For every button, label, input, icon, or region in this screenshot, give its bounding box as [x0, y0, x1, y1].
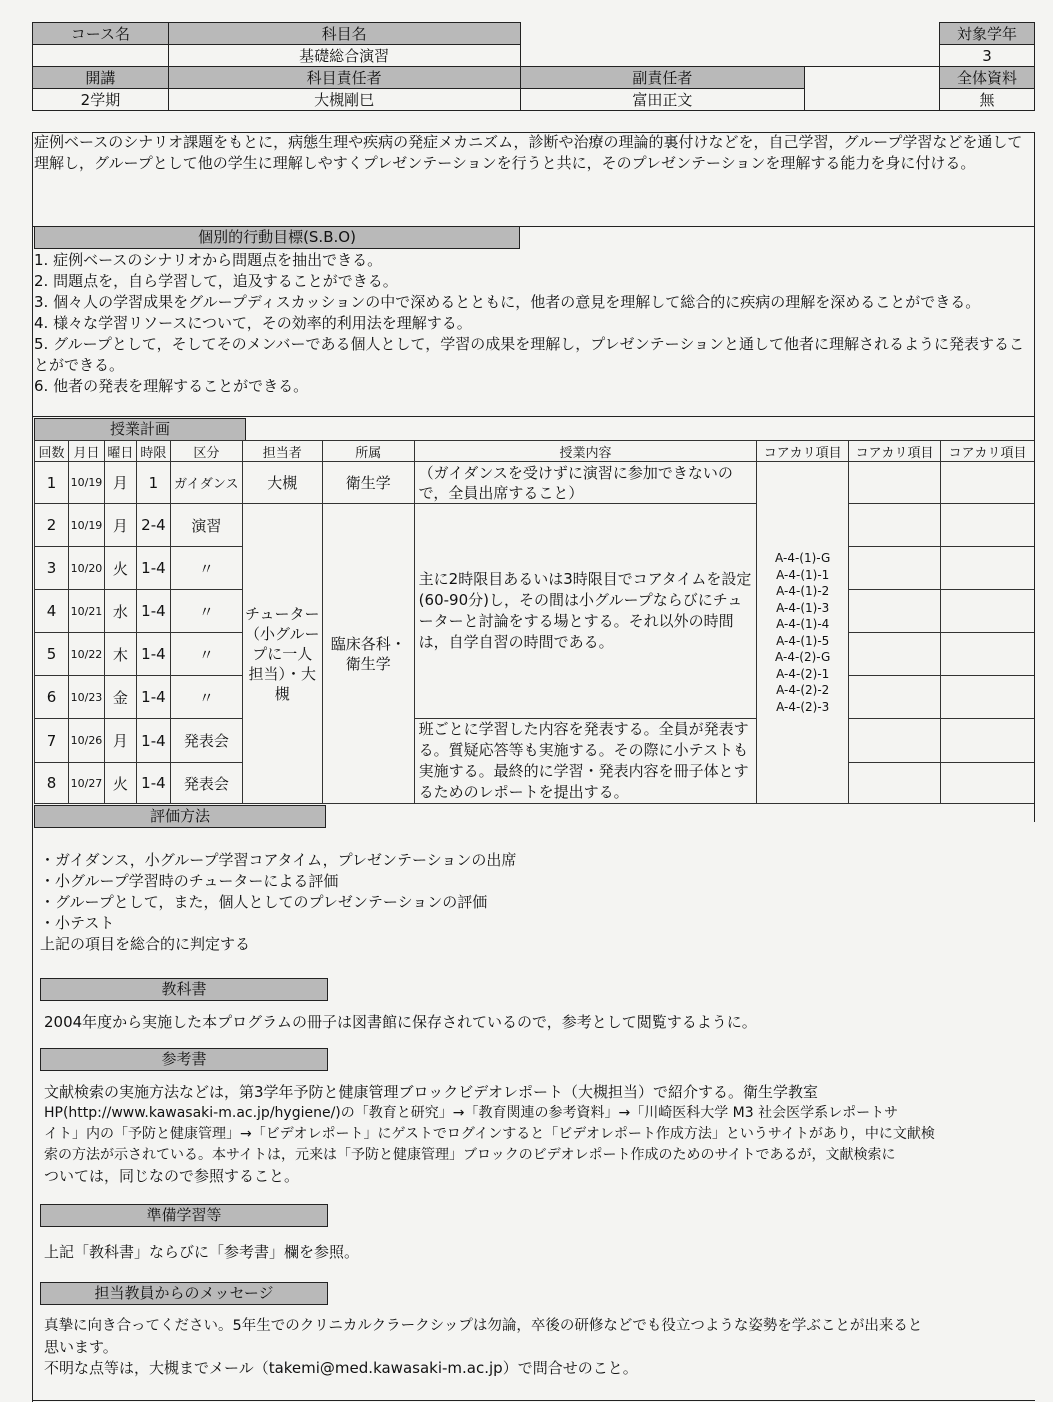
row-date: 10/22 — [68, 633, 104, 676]
core-item: A-4-(2)-G — [775, 650, 831, 664]
row-no: 3 — [35, 547, 69, 590]
table-row — [35, 462, 1035, 504]
sbo-item: 3. 個々人の学習成果をグループディスカッションの中で深めるとともに，他者の意見を理解して総合的に疾病の理解を深めることができる。 — [34, 293, 981, 311]
plan-title: 授業計画 — [34, 418, 246, 441]
row-period: 2-4 — [136, 504, 170, 547]
row-day: 火 — [104, 547, 136, 590]
sbo-item: 4. 様々な学習リソースについて，その効率的利用法を理解する。 — [34, 314, 472, 332]
chief-label: 科目責任者 — [168, 67, 520, 89]
row-no: 4 — [35, 590, 69, 633]
row-content: （ガイダンスを受けずに演習に参加できないので，全員出席すること） — [414, 462, 757, 504]
textbook-text: 2004年度から実施した本プログラムの冊子は図書館に保存されているので，参考として閲覧するように。 — [44, 1013, 757, 1031]
row-kind: 発表会 — [170, 763, 242, 804]
row-period: 1-4 — [136, 547, 170, 590]
row-day: 木 — [104, 633, 136, 676]
row-day: 金 — [104, 676, 136, 719]
tutor-dept: 臨床各科・衛生学 — [322, 504, 414, 804]
chief-value: 大槻剛巳 — [168, 89, 520, 111]
core-item: A-4-(1)-1 — [776, 567, 830, 582]
message-text — [44, 1316, 1039, 1379]
course-name-label: コース名 — [33, 23, 169, 45]
row-kind: 〃 — [170, 633, 242, 676]
row-day: 月 — [104, 719, 136, 763]
row-no: 1 — [35, 462, 69, 504]
plan-table — [34, 440, 1035, 804]
row-date: 10/23 — [68, 676, 104, 719]
row-date: 10/21 — [68, 590, 104, 633]
col-header: 所属 — [322, 441, 414, 462]
core-item: A-4-(2)-1 — [776, 666, 830, 681]
preparation-text: 上記「教科書」ならびに「参考書」欄を参照。 — [44, 1243, 360, 1261]
exercise-content: 主に2時限目あるいは3時限目でコアタイムを設定(60-90分)し，その間は小グループならびにチューターと討論をする場とする。それ以外の時間は，自学自習の時間である。 — [414, 504, 757, 719]
col-header: 曜日 — [104, 441, 136, 462]
whole-material-label: 全体資料 — [940, 67, 1035, 89]
col-header: 時限 — [136, 441, 170, 462]
message-line: 不明な点等は，大槻までメール（takemi@med.kawasaki-m.ac.jp）で問合せのこと。 — [44, 1359, 638, 1377]
row-period: 1-4 — [136, 676, 170, 719]
row-teacher: 大槻 — [242, 462, 322, 504]
row-kind: 〃 — [170, 547, 242, 590]
row-day: 月 — [104, 504, 136, 547]
reference-line: HP(http://www.kawasaki-m.ac.jp/hygiene/)の「教育と研究」→「教育関連の参考資料」→「川崎医科大学 M3 社会医学系レポートサ — [44, 1105, 899, 1121]
subject-label: 科目名 — [168, 23, 520, 45]
course-name-value — [33, 45, 169, 67]
preparation-title: 準備学習等 — [40, 1204, 328, 1227]
row-no: 8 — [35, 763, 69, 804]
evaluation-title: 評価方法 — [34, 805, 326, 828]
col-header: 担当者 — [242, 441, 322, 462]
table-row — [35, 504, 1035, 547]
row-no: 5 — [35, 633, 69, 676]
col-header: 区分 — [170, 441, 242, 462]
target-year-value: 3 — [940, 45, 1035, 67]
core-items-cell — [757, 462, 849, 804]
col-header: コアカリ項目 — [757, 441, 849, 462]
vice-label: 副責任者 — [520, 67, 805, 89]
reference-line: 文献検索の実施方法などは，第3学年予防と健康管理ブロックビデオレポート（大槻担当）で紹介する。衛生学教室 — [44, 1083, 818, 1101]
row-date: 10/19 — [68, 462, 104, 504]
core-item: A-4-(1)-G — [775, 551, 831, 565]
reference-line: 索の方法が示されている。本サイトは，元来は「予防と健康管理」ブロックのビデオレポート作成のためのサイトであるが，文献検索に — [44, 1147, 896, 1163]
core-item: A-4-(1)-5 — [776, 633, 830, 648]
textbook-title: 教科書 — [40, 978, 328, 1001]
whole-material-value: 無 — [940, 89, 1035, 111]
reference-line: ついては，同じなので参照すること。 — [44, 1167, 300, 1185]
sbo-item: 5. グループとして，そしてそのメンバーである個人として，学習の成果を理解し，プレゼンテーションと通して他者に理解されるように発表することができる。 — [34, 335, 1025, 374]
row-day: 火 — [104, 763, 136, 804]
target-year-label: 対象学年 — [940, 23, 1035, 45]
course-overview: 症例ベースのシナリオ課題をもとに，病態生理や疾病の発症メカニズム，診断や治療の理論的裏付けなどを，自己学習，グループ学習などを通して理解し，グループとして他の学生に理解しやすくプレゼンテーションを行うと共に，そのプレゼンテーションを理解する能力を身に付ける。 — [34, 133, 1023, 172]
row-period: 1-4 — [136, 633, 170, 676]
col-header: 回数 — [35, 441, 69, 462]
term-label: 開講 — [33, 67, 169, 89]
reference-title: 参考書 — [40, 1048, 328, 1071]
row-day: 月 — [104, 462, 136, 504]
row-period: 1-4 — [136, 590, 170, 633]
row-kind: 〃 — [170, 676, 242, 719]
presentation-content: 班ごとに学習した内容を発表する。全員が発表する。質疑応答等も実施する。その際に小テストも実施する。最終的に学習・発表内容を冊子体とするためのレポートを提出する。 — [414, 719, 757, 804]
vice-value: 富田正文 — [520, 89, 805, 111]
row-day: 水 — [104, 590, 136, 633]
term-value: 2学期 — [33, 89, 169, 111]
core-item: A-4-(2)-2 — [776, 683, 830, 697]
row-date: 10/19 — [68, 504, 104, 547]
message-line: 真摯に向き合ってください。5年生でのクリニカルクラークシップは勿論，卒後の研修などでも役立つような姿勢を学ぶことが出来ると — [44, 1318, 923, 1334]
list-item: ・ガイダンス，小グループ学習コアタイム，プレゼンテーションの出席 — [40, 851, 517, 869]
row-period: 1-4 — [136, 719, 170, 763]
plan-header-row — [35, 441, 1035, 462]
row-kind: 演習 — [170, 504, 242, 547]
list-item: ・小グループ学習時のチューターによる評価 — [40, 872, 339, 890]
row-date: 10/20 — [68, 547, 104, 590]
row-kind: ガイダンス — [170, 462, 242, 504]
header-table — [32, 22, 1035, 111]
message-line: 思います。 — [44, 1338, 118, 1356]
list-item: 上記の項目を総合的に判定する — [40, 935, 251, 953]
list-item: ・小テスト — [40, 914, 115, 932]
row-no: 2 — [35, 504, 69, 547]
row-period: 1 — [136, 462, 170, 504]
evaluation-list — [40, 850, 1030, 955]
row-no: 7 — [35, 719, 69, 763]
col-header: 月日 — [68, 441, 104, 462]
row-period: 1-4 — [136, 763, 170, 804]
row-kind: 〃 — [170, 590, 242, 633]
sbo-item: 1. 症例ベースのシナリオから問題点を抽出できる。 — [34, 251, 383, 269]
list-item: ・グループとして，また，個人としてのプレゼンテーションの評価 — [40, 893, 488, 911]
reference-text — [44, 1082, 1039, 1187]
sbo-title: 個別的行動目標(S.B.O) — [34, 226, 520, 249]
sbo-item: 6. 他者の発表を理解することができる。 — [34, 377, 309, 395]
row-dept: 衛生学 — [322, 462, 414, 504]
row-date: 10/27 — [68, 763, 104, 804]
table-row — [35, 719, 1035, 763]
col-header: 授業内容 — [414, 441, 757, 462]
reference-line: イト」内の「予防と健康管理」→「ビデオレポート」にゲストでログインすると「ビデオレポート作成方法」というサイトがあり，中に文献検 — [44, 1126, 935, 1142]
core-item: A-4-(2)-3 — [776, 699, 830, 714]
row-no: 6 — [35, 676, 69, 719]
core-item: A-4-(1)-3 — [776, 600, 830, 615]
col-header: コアカリ項目 — [941, 441, 1035, 462]
subject-value: 基礎総合演習 — [168, 45, 520, 67]
core-item: A-4-(1)-4 — [776, 617, 830, 631]
tutor-teacher: チューター（小グループに一人担当）・大槻 — [242, 504, 322, 804]
message-title: 担当教員からのメッセージ — [40, 1282, 328, 1305]
core-item-list — [757, 550, 848, 715]
sbo-list — [34, 250, 1034, 397]
col-header: コアカリ項目 — [849, 441, 941, 462]
row-kind: 発表会 — [170, 719, 242, 763]
sbo-item: 2. 問題点を，自ら学習して，追及することができる。 — [34, 272, 398, 290]
core-item: A-4-(1)-2 — [776, 584, 830, 598]
row-date: 10/26 — [68, 719, 104, 763]
